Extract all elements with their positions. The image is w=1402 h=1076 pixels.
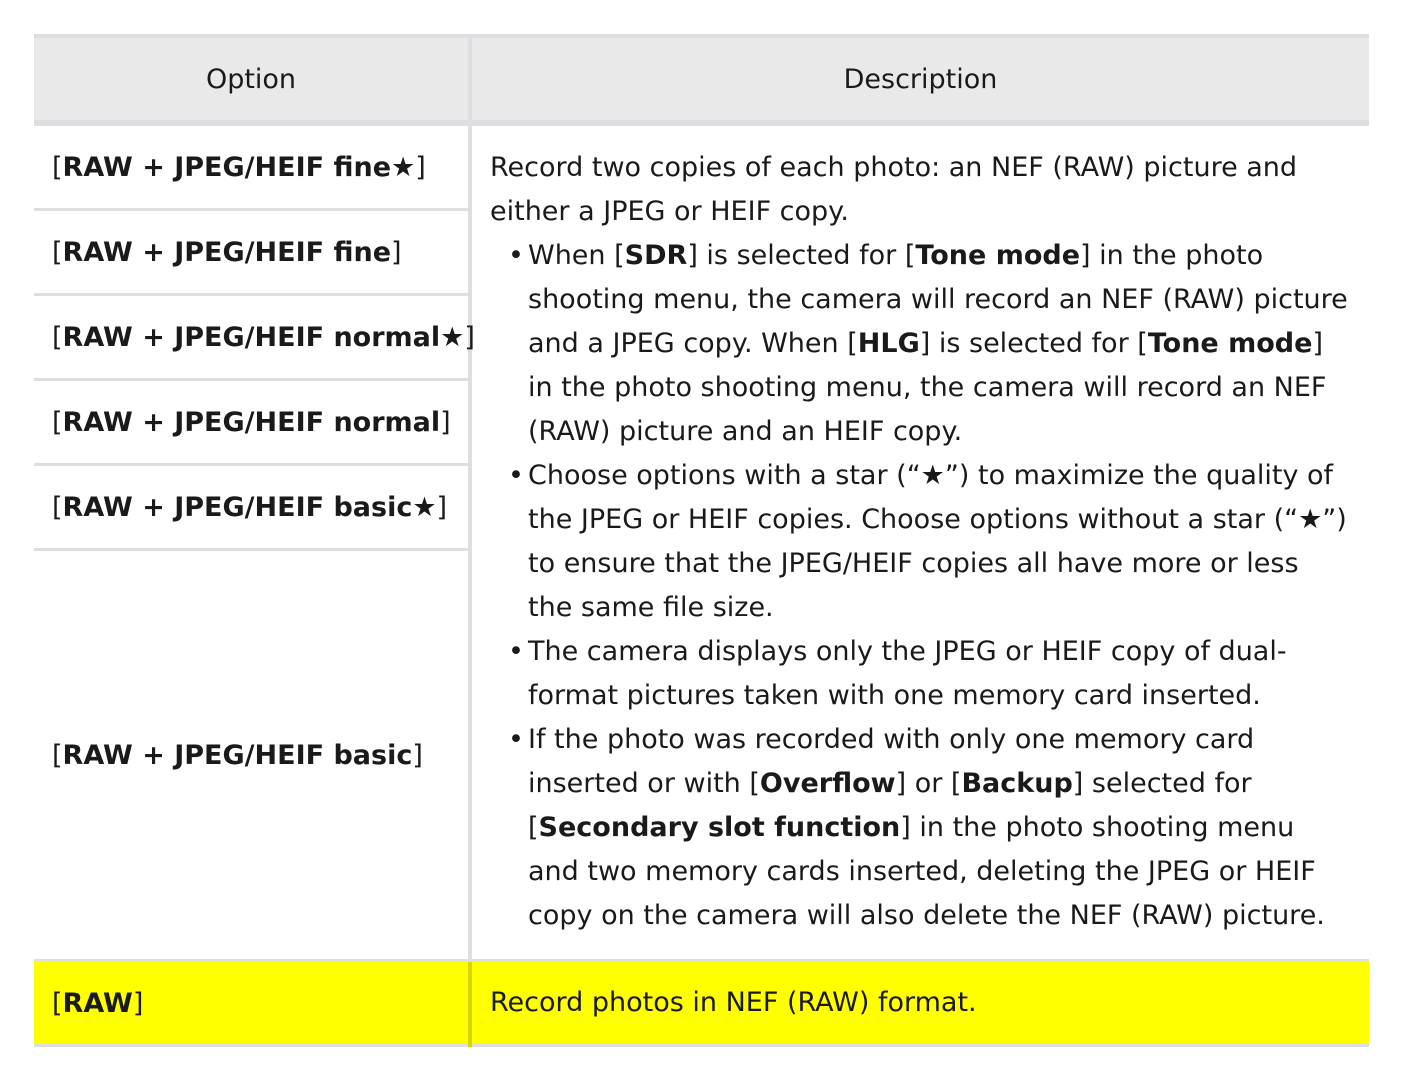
bracket-open: [ [52, 406, 63, 438]
text-run: ] in the photo shooting menu and two memory cards inserted, deleting the JPEG or HEIF copy on the camera will also delete the NEF (RAW) picture. [528, 812, 1325, 931]
option-name: RAW + JPEG/HEIF normal [62, 406, 441, 438]
column-header-option: Option [34, 36, 470, 123]
text-run: ] is selected for [ [687, 240, 916, 271]
text-run: ] in the photo shooting menu, the camera will record an NEF (RAW) picture and a JPEG copy. When [ [528, 240, 1348, 359]
option-cell [34, 210, 470, 295]
bracket-close: ] [412, 739, 423, 771]
option-cell [34, 961, 470, 1046]
text-run-bold: Secondary slot function [538, 812, 901, 843]
text-run: Choose options with a star (“★”) to maximize the quality of the JPEG or HEIF copies. Choose options without a star (“★”) to ensure that the JPEG/HEIF copies all have more or less the same file size. [528, 460, 1347, 623]
option-cell [34, 123, 470, 210]
bracket-open: [ [52, 151, 63, 183]
option-name: RAW + JPEG/HEIF basic★ [62, 491, 437, 523]
option-cell [34, 550, 470, 961]
table-header-row [34, 36, 1369, 123]
text-run-bold: Tone mode [1147, 328, 1313, 359]
bullet-dot: • [508, 636, 524, 667]
text-run: ] in the photo shooting menu, the camera will record an NEF (RAW) picture and an HEIF copy. [528, 328, 1327, 447]
bracket-open: [ [52, 987, 63, 1019]
bracket-close: ] [415, 151, 426, 183]
text-run-bold: Overflow [759, 768, 896, 799]
bullet-dot: • [508, 460, 524, 491]
option-name: RAW [62, 987, 133, 1019]
option-name: RAW + JPEG/HEIF normal★ [62, 321, 465, 353]
text-run-bold: Tone mode [915, 240, 1081, 271]
table-row [34, 123, 1369, 210]
options-table [34, 34, 1369, 1047]
text-run: ] selected for [ [528, 768, 1252, 843]
option-name: RAW + JPEG/HEIF basic [62, 739, 413, 771]
text-run: When [ [528, 240, 625, 271]
bracket-open: [ [52, 491, 63, 523]
text-run-bold: Backup [961, 768, 1073, 799]
text-run-bold: SDR [624, 240, 688, 271]
bracket-close: ] [132, 987, 144, 1019]
bullet-item [490, 234, 1351, 454]
text-run: The camera displays only the JPEG or HEIF copy of dual-format pictures taken with one memory card inserted. [528, 636, 1287, 711]
text-run: ] is selected for [ [919, 328, 1148, 359]
bullet-item [490, 630, 1351, 718]
bullet-dot: • [508, 724, 524, 755]
bracket-close: ] [464, 321, 475, 353]
description-cell: Record photos in NEF (RAW) format. [470, 961, 1369, 1046]
description-bullet-list [490, 234, 1351, 938]
text-run-bold: HLG [857, 328, 920, 359]
bracket-close: ] [440, 406, 451, 438]
column-header-description: Description [470, 36, 1369, 123]
bullet-item [490, 454, 1351, 630]
text-run: If the photo was recorded with only one memory card inserted or with [ [528, 724, 1255, 799]
option-cell [34, 380, 470, 465]
description-intro: Record two copies of each photo: an NEF (RAW) picture and either a JPEG or HEIF copy. [490, 152, 1298, 227]
bracket-open: [ [52, 739, 63, 771]
text-run: ] or [ [895, 768, 962, 799]
bracket-open: [ [52, 236, 63, 268]
option-cell [34, 295, 475, 380]
option-name: RAW + JPEG/HEIF fine [62, 236, 392, 268]
option-cell [34, 465, 470, 550]
bracket-open: [ [52, 321, 63, 353]
options-table-container [34, 34, 1369, 1047]
option-name: RAW + JPEG/HEIF fine★ [62, 151, 416, 183]
bracket-close: ] [436, 491, 448, 523]
description-cell [470, 123, 1369, 961]
bullet-item [490, 718, 1351, 938]
bracket-close: ] [391, 236, 402, 268]
bullet-dot: • [508, 240, 524, 271]
table-row-raw-highlighted [34, 961, 1369, 1046]
